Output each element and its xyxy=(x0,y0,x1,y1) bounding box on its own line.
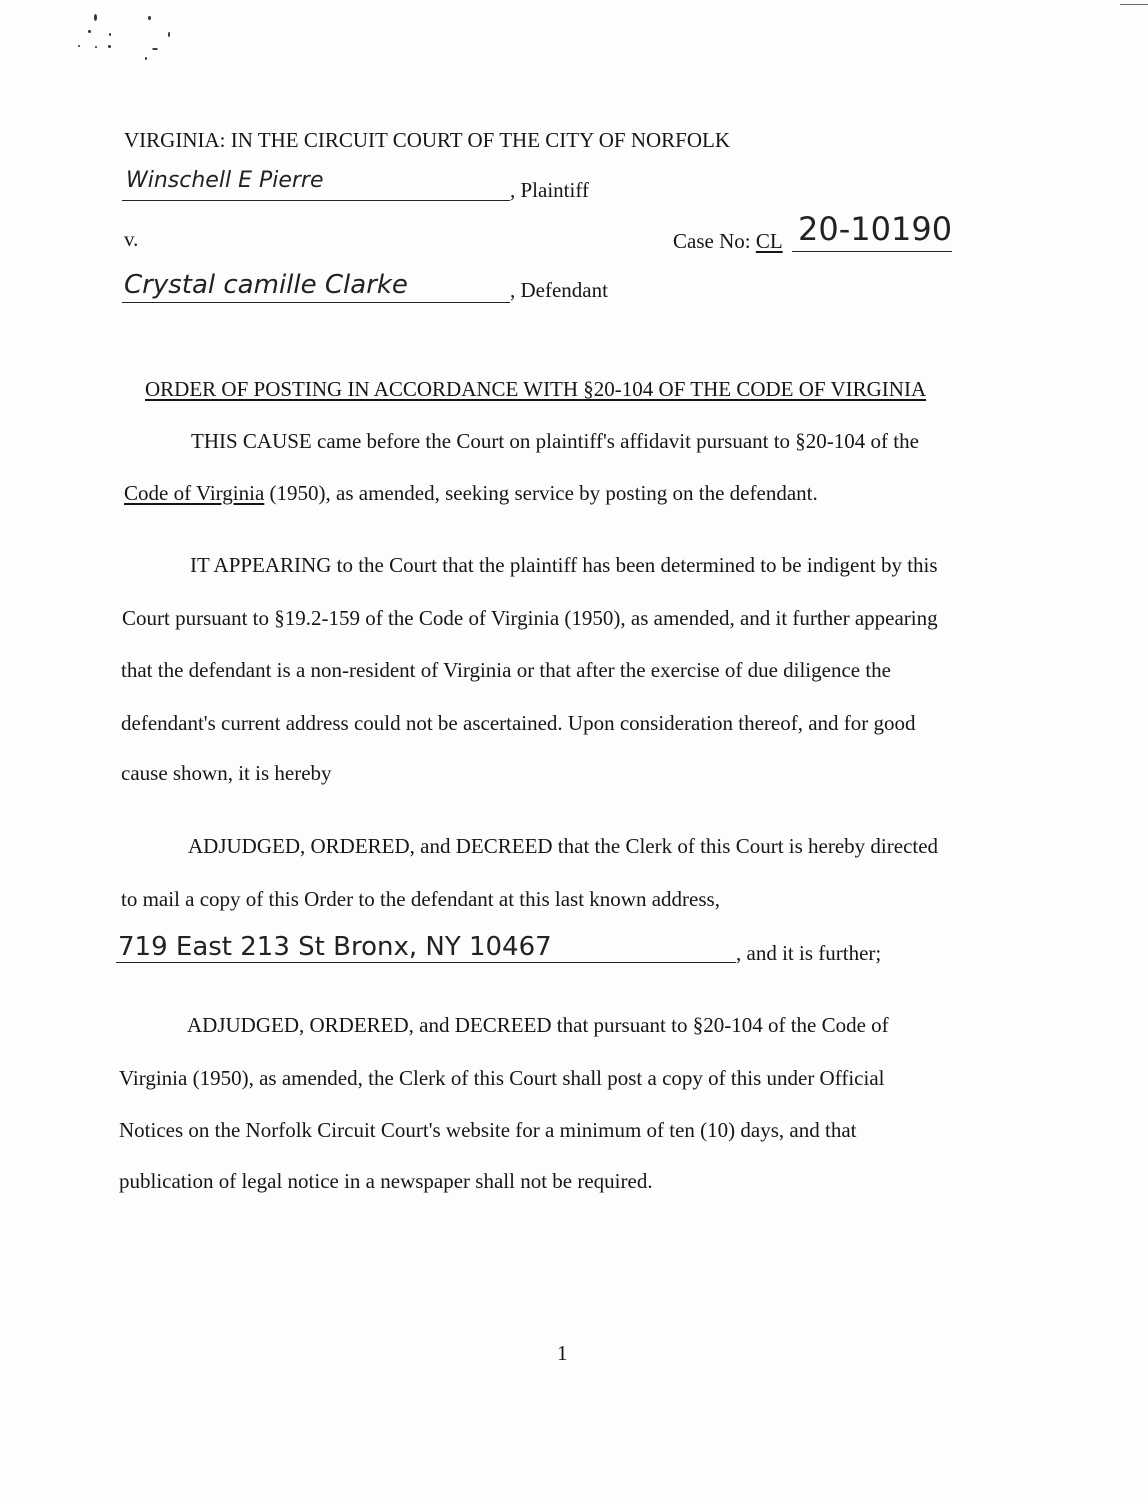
paragraph4-line1: ADJUDGED, ORDERED, and DECREED that pursuant to §20-104 of the Code of xyxy=(187,1013,889,1037)
page-number: 1 xyxy=(557,1341,568,1365)
paragraph1-line2-text: (1950), as amended, seeking service by posting on the defendant. xyxy=(264,481,818,505)
paragraph2-line2: Court pursuant to §19.2-159 of the Code of Virginia (1950), as amended, and it further appearing xyxy=(122,606,938,630)
paragraph2-line3: that the defendant is a non-resident of Virginia or that after the exercise of due diligence the xyxy=(121,658,892,682)
defendant-name-handwritten: Crystal camille Clarke xyxy=(124,270,408,300)
paragraph2-line4: defendant's current address could not be ascertained. Upon consideration thereof, and for good xyxy=(121,711,916,735)
case-label-text: Case No: xyxy=(673,229,751,253)
paragraph3-line1: ADJUDGED, ORDERED, and DECREED that the Clerk of this Court is hereby directed xyxy=(188,834,939,858)
paragraph1-line1: THIS CAUSE came before the Court on plaintiff's affidavit pursuant to §20-104 of the xyxy=(191,429,919,453)
plaintiff-name-handwritten: Winschell E Pierre xyxy=(126,168,324,193)
address-suffix: , and it is further; xyxy=(736,941,882,965)
code-of-virginia-ref: Code of Virginia xyxy=(124,481,265,505)
address-line xyxy=(116,962,736,963)
case-number-label xyxy=(673,228,783,254)
order-title: ORDER OF POSTING IN ACCORDANCE WITH §20-104 OF THE CODE OF VIRGINIA xyxy=(145,377,927,401)
scan-edge-mark xyxy=(1120,4,1148,5)
plaintiff-label: , Plaintiff xyxy=(510,178,589,202)
case-number-line xyxy=(792,251,952,252)
paragraph4-line4: publication of legal notice in a newspaper shall not be required. xyxy=(119,1169,653,1193)
court-heading: VIRGINIA: IN THE CIRCUIT COURT OF THE CITY OF NORFOLK xyxy=(124,128,731,152)
paragraph4-line2: Virginia (1950), as amended, the Clerk of this Court shall post a copy of this under Official xyxy=(119,1066,885,1090)
defendant-signature-line xyxy=(122,302,510,303)
paragraph4-line3: Notices on the Norfolk Circuit Court's website for a minimum of ten (10) days, and that xyxy=(119,1118,857,1142)
paragraph1-line2 xyxy=(124,480,818,506)
paragraph3-line2: to mail a copy of this Order to the defendant at this last known address, xyxy=(121,887,720,911)
defendant-label: , Defendant xyxy=(510,278,608,302)
paragraph2-line5: cause shown, it is hereby xyxy=(121,761,332,785)
case-number-handwritten: 20-10190 xyxy=(798,210,953,248)
versus-label: v. xyxy=(124,227,139,251)
plaintiff-signature-line xyxy=(122,200,510,201)
address-handwritten: 719 East 213 St Bronx, NY 10467 xyxy=(118,932,552,962)
paragraph2-line1: IT APPEARING to the Court that the plaintiff has been determined to be indigent by this xyxy=(190,553,938,577)
case-prefix: CL xyxy=(755,229,783,253)
